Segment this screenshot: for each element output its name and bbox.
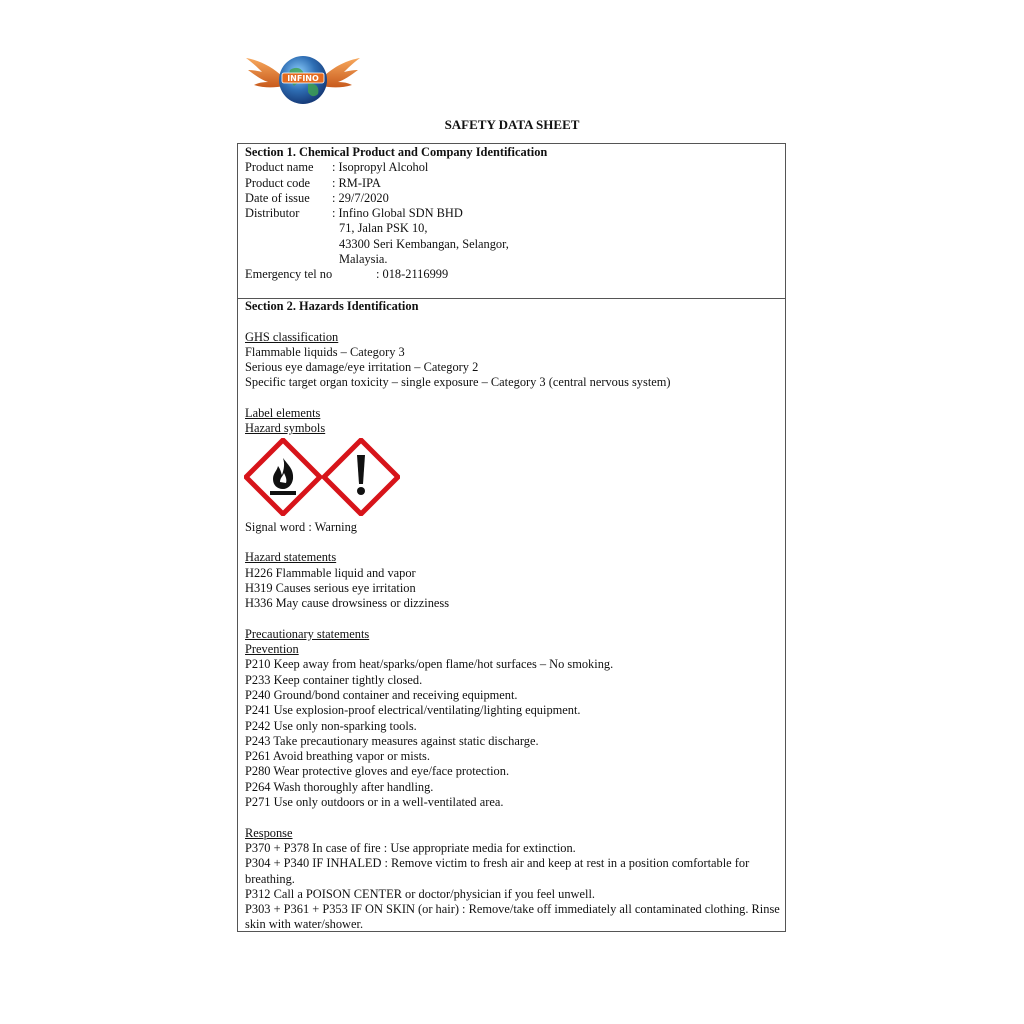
label-elements-heading: Label elements [245,406,321,421]
section-1-heading: Section 1. Chemical Product and Company Identification [245,145,548,159]
hazard-statement: H319 Causes serious eye irritation [245,580,416,595]
prevention-statement: P233 Keep container tightly closed. [245,672,423,687]
prevention-heading: Prevention [245,642,299,657]
response-statement: P303 + P361 + P353 IF ON SKIN (or hair) : Remove/take off immediately all contaminated clothing. Rinse skin with water/shower. [245,902,780,932]
emergency-tel-label: Emergency tel no [245,267,333,282]
response-heading: Response [245,825,293,840]
date-of-issue-label: Date of issue [245,190,310,205]
product-name-label: Product name [245,160,314,175]
ghs-item: Flammable liquids – Category 3 [245,344,405,359]
hazard-pictograms [244,438,780,518]
response-statement: P312 Call a POISON CENTER or doctor/physician if you feel unwell. [245,886,595,901]
product-code-label: Product code [245,175,311,190]
product-code-value: : RM-IPA [332,175,381,190]
precautionary-heading: Precautionary statements [245,626,370,641]
prevention-statement: P241 Use explosion-proof electrical/ventilating/lighting equipment. [245,703,581,718]
ghs-heading: GHS classification [245,329,339,344]
prevention-statement: P261 Avoid breathing vapor or mists. [245,749,430,764]
logo-text: INFINO [287,74,319,83]
prevention-statement: P243 Take precautionary measures against static discharge. [245,733,539,748]
signal-word: Signal word : Warning [245,519,357,534]
distributor-label: Distributor [245,206,300,221]
company-logo [244,48,362,114]
section-1-box [237,143,786,299]
ghs-item: Serious eye damage/eye irritation – Category 2 [245,360,479,375]
address-line: Malaysia. [339,252,388,267]
product-code-row [245,176,547,191]
response-statement: P370 + P378 In case of fire : Use appropriate media for extinction. [245,840,576,855]
product-name-value: : Isopropyl Alcohol [332,160,429,175]
section-2-heading: Section 2. Hazards Identification [245,299,419,313]
exclamation-icon [322,438,400,516]
response-statement: P304 + P340 IF INHALED : Remove victim to fresh air and keep at rest in a position comfortable for breathing. [245,856,750,886]
distributor-row [245,206,547,221]
emergency-tel-value: : 018-2116999 [376,267,449,282]
date-of-issue-row [245,191,547,206]
prevention-statement: P210 Keep away from heat/sparks/open flame/hot surfaces – No smoking. [245,657,614,672]
flame-icon [244,438,322,516]
prevention-statement: P280 Wear protective gloves and eye/face protection. [245,764,510,779]
document-title: SAFETY DATA SHEET [444,117,580,132]
date-of-issue-value: : 29/7/2020 [332,190,389,205]
distributor-value: : Infino Global SDN BHD [332,206,463,221]
prevention-statement: P271 Use only outdoors or in a well-ventilated area. [245,795,504,810]
section-2-box [237,298,786,932]
emergency-tel-row [245,267,547,282]
address-line: 71, Jalan PSK 10, [339,221,428,236]
product-name-row [245,160,547,175]
address-line: 43300 Seri Kembangan, Selangor, [339,236,509,251]
hazard-statement: H226 Flammable liquid and vapor [245,565,416,580]
ghs-item: Specific target organ toxicity – single exposure – Category 3 (central nervous system) [245,375,671,390]
hazard-symbols-heading: Hazard symbols [245,421,326,436]
prevention-statement: P240 Ground/bond container and receiving equipment. [245,687,518,702]
hazard-statement: H336 May cause drowsiness or dizziness [245,596,450,611]
prevention-statement: P242 Use only non-sparking tools. [245,718,417,733]
hazard-statements-heading: Hazard statements [245,550,337,565]
prevention-statement: P264 Wash thoroughly after handling. [245,779,434,794]
